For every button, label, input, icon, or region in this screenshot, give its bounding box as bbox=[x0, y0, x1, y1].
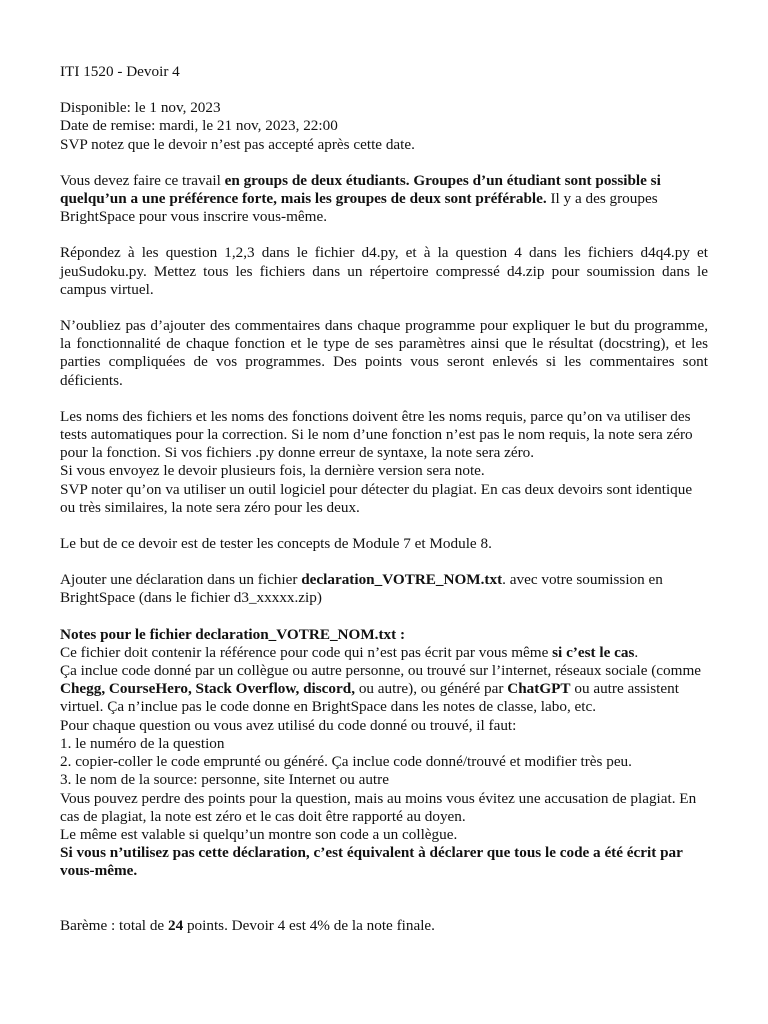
bareme-points: 24 bbox=[167, 916, 184, 934]
notes-line-1 bbox=[60, 644, 708, 662]
notes-line-5: Le même est valable si quelqu’un montre son code a un collègue. bbox=[60, 825, 458, 843]
document-title: ITI 1520 - Devoir 4 bbox=[60, 63, 180, 80]
notes-line-2-platforms: Chegg, CourseHero, Stack Overflow, discord, bbox=[60, 680, 356, 698]
available-date: Disponible: le 1 nov, 2023 bbox=[60, 99, 221, 117]
notes-line-4: Vous pouvez perdre des points pour la question, mais au moins vous évitez une accusation de plagiat. En cas de plagiat, la note est zéro et le cas doit être rapporté au doyen. bbox=[60, 789, 697, 825]
notes-line-1-pre: Ce fichier doit contenir la référence pour code qui n’est pas écrit par vous même bbox=[60, 643, 553, 661]
notes-line-2-pre: Ça inclue code donné par un collègue ou autre personne, ou trouvé sur l’internet, réseaux sociale (comme bbox=[60, 662, 702, 680]
bareme-pre: Barème : total de bbox=[60, 916, 168, 934]
groups-paragraph bbox=[60, 172, 708, 227]
notes-warning-text: Si vous n’utilisez pas cette déclaration, c’est équivalent à déclarer que tous le code a été écrit par vous-même. bbox=[60, 844, 683, 880]
notes-warning bbox=[60, 844, 708, 880]
notes-list-item-2: 2. copier-coller le code emprunté ou généré. Ça inclue code donné/trouvé et modifier très peu. bbox=[60, 753, 632, 771]
plagiarism-rule: SVP noter qu’on va utiliser un outil logiciel pour détecter du plagiat. En cas deux devoirs sont identique ou très similaires, la note sera zéro pour les deux. bbox=[60, 480, 693, 516]
late-note: SVP notez que le devoir n’est pas accepté après cette date. bbox=[60, 135, 415, 153]
notes-line-2 bbox=[60, 662, 708, 717]
notes-line-1-post: . bbox=[634, 643, 639, 661]
goal-paragraph: Le but de ce devoir est de tester les concepts de Module 7 et Module 8. bbox=[60, 535, 492, 553]
files-instructions: Répondez à les question 1,2,3 dans le fichier d4.py, et à la question 4 dans les fichiers d4q4.py et jeuSudoku.py. Mettez tous les fichiers dans un répertoire compressé d4.zip pour soumission dans le campus virtuel. bbox=[60, 244, 708, 298]
notes-list-item-1: 1. le numéro de la question bbox=[60, 734, 225, 752]
groups-intro: Vous devez faire ce travail bbox=[60, 171, 225, 189]
notes-list-item-3: 3. le nom de la source: personne, site Internet ou autre bbox=[60, 771, 389, 789]
notes-line-3: Pour chaque question ou vous avez utilisé du code donné ou trouvé, il faut: bbox=[60, 716, 517, 734]
bareme-post: points. Devoir 4 est 4% de la note finale. bbox=[183, 916, 435, 934]
names-rule: Les noms des fichiers et les noms des fonctions doivent être les noms requis, parce qu’on va utiliser des tests automatiques pour la correction. Si le nom d’une fonction n’est pas le nom requis, la note sera zéro pour la fonction. Si vos fichiers .py donne erreur de syntaxe, la note sera zéro. bbox=[60, 407, 693, 462]
notes-heading bbox=[60, 626, 708, 644]
declaration-post: . avec votre soumission en BrightSpace (dans le fichier d3_xxxxx.zip) bbox=[60, 571, 663, 607]
bareme-paragraph bbox=[60, 917, 708, 935]
notes-line-2-chatgpt: ChatGPT bbox=[507, 680, 571, 698]
notes-line-2-post: ou autre assistent virtuel. Ça n’inclue pas le code donne en BrightSpace dans les notes de classe, labo, etc. bbox=[60, 680, 679, 716]
groups-rest: Il y a des groupes BrightSpace pour vous inscrire vous-même. bbox=[60, 190, 658, 226]
declaration-filename: declaration_VOTRE_NOM.txt bbox=[301, 571, 503, 589]
declaration-paragraph bbox=[60, 571, 708, 607]
comments-instructions: N’oubliez pas d’ajouter des commentaires dans chaque programme pour expliquer le but du programme, la fonctionnalité de chaque fonction et le type de ses paramètres ainsi que le résultat (docstring), et les parties compliquées de vos programmes. Des points vous seront enlevés si les commentaires sont déficients. bbox=[60, 317, 708, 389]
groups-bold: en groups de deux étudiants. Groupes d’un étudiant sont possible si quelqu’un a une préférence forte, mais les groupes de deux sont préférable. bbox=[60, 171, 661, 208]
due-date: Date de remise: mardi, le 21 nov, 2023, 22:00 bbox=[60, 117, 338, 135]
resubmit-rule: Si vous envoyez le devoir plusieurs fois, la dernière version sera note. bbox=[60, 462, 485, 480]
notes-heading-text: Notes pour le fichier declaration_VOTRE_NOM.txt : bbox=[60, 625, 406, 643]
notes-line-2-mid: ou autre), ou généré par bbox=[355, 680, 508, 698]
notes-line-1-bold: si c’est le cas bbox=[552, 643, 635, 661]
declaration-pre: Ajouter une déclaration dans un fichier bbox=[60, 571, 302, 589]
